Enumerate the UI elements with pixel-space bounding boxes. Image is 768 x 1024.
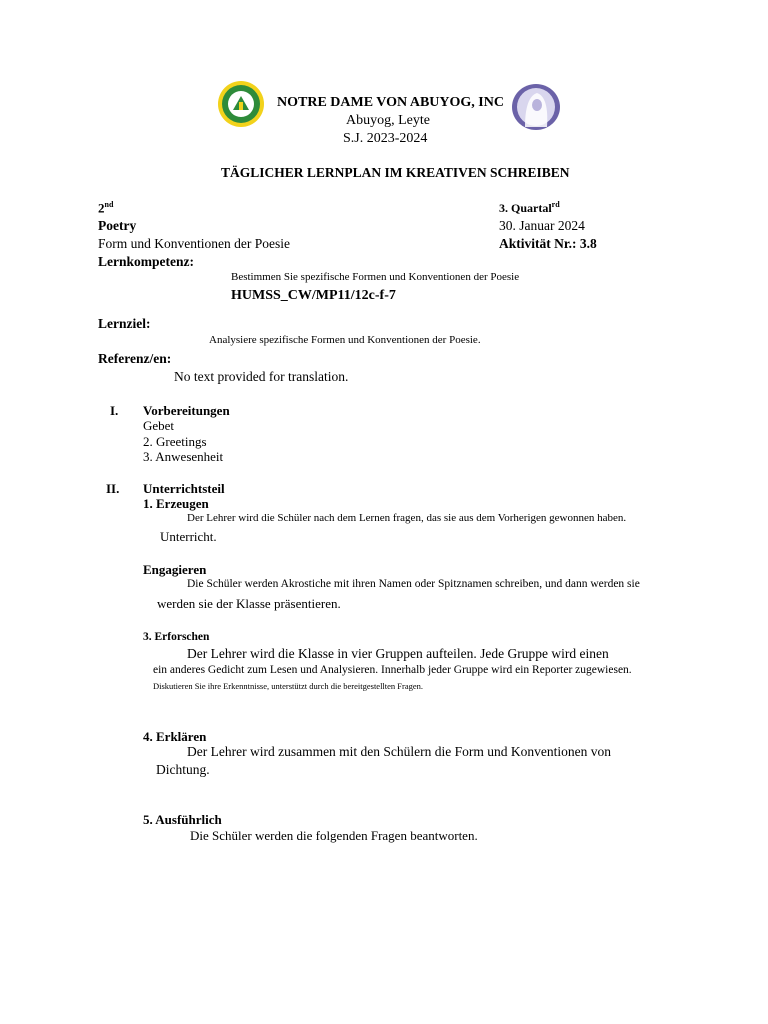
competency-code: HUMSS_CW/MP11/12c-f-7 <box>231 288 396 303</box>
activity-number: Aktivität Nr.: 3.8 <box>499 236 597 251</box>
step-1-heading: 1. Erzeugen <box>143 496 209 511</box>
school-year: S.J. 2023-2024 <box>343 131 428 146</box>
document-title: TÄGLICHER LERNPLAN IM KREATIVEN SCHREIBEN <box>221 165 570 180</box>
objective-text: Analysiere spezifische Formen und Konventionen der Poesie. <box>209 334 481 346</box>
step-2-heading: Engagieren <box>143 562 207 577</box>
subject: Poetry <box>98 218 137 233</box>
quarter: 3. Quartal$^{rd}$ <box>499 200 560 215</box>
step-3-text-note: Diskutieren Sie ihre Erkenntnisse, unterstützt durch die bereitgestellten Fragen. <box>153 681 424 691</box>
lesson-date: 30. Januar 2024 <box>499 218 585 233</box>
step-5-text: Die Schüler werden die folgenden Fragen beantworten. <box>190 828 478 843</box>
section-2-numeral: II. <box>106 481 120 496</box>
section-1-heading: Vorbereitungen <box>143 403 230 418</box>
topic: Form und Konventionen der Poesie <box>98 236 290 251</box>
step-4-text: Der Lehrer wird zusammen mit den Schülern die Form und Konventionen von <box>187 744 612 759</box>
step-1-text-cont: Unterricht. <box>160 529 217 544</box>
step-3-text: Der Lehrer wird die Klasse in vier Gruppen aufteilen. Jede Gruppe wird einen <box>187 646 609 661</box>
objective-label: Lernziel: <box>98 316 151 331</box>
section-1-numeral: I. <box>110 403 119 418</box>
step-3-heading: 3. Erforschen <box>143 631 210 643</box>
reference-text: No text provided for translation. <box>174 369 349 384</box>
step-3-text-cont: ein anderes Gedicht zum Lesen und Analysieren. Innerhalb jeder Gruppe wird ein Reporter zugewiesen. <box>153 664 632 676</box>
virgin-mary-seal-right <box>511 83 561 131</box>
preparation-item: 3. Anwesenheit <box>143 449 224 464</box>
reference-label: Referenz/en: <box>98 351 172 366</box>
preparation-item: Gebet <box>143 418 175 433</box>
school-location: Abuyog, Leyte <box>346 113 430 128</box>
step-2-text: Die Schüler werden Akrostiche mit ihren Namen oder Spitznamen schreiben, und dann werden sie <box>187 578 640 590</box>
step-2-text-cont: werden sie der Klasse präsentieren. <box>157 596 341 611</box>
competency-text: Bestimmen Sie spezifische Formen und Konventionen der Poesie <box>231 271 520 283</box>
step-4-text-cont: Dichtung. <box>156 762 210 777</box>
step-5-heading: 5. Ausführlich <box>143 812 222 827</box>
preparation-item: 2. Greetings <box>143 434 207 449</box>
school-seal-left <box>217 80 265 128</box>
grade-level: 2nd <box>98 200 114 216</box>
step-4-heading: 4. Erklären <box>143 729 207 744</box>
step-1-text: Der Lehrer wird die Schüler nach dem Lernen fragen, das sie aus dem Vorherigen gewonnen haben. <box>187 512 627 524</box>
competency-label: Lernkompetenz: <box>98 254 194 269</box>
section-2-heading: Unterrichtsteil <box>143 481 225 496</box>
school-name: NOTRE DAME VON ABUYOG, INC <box>277 95 504 110</box>
